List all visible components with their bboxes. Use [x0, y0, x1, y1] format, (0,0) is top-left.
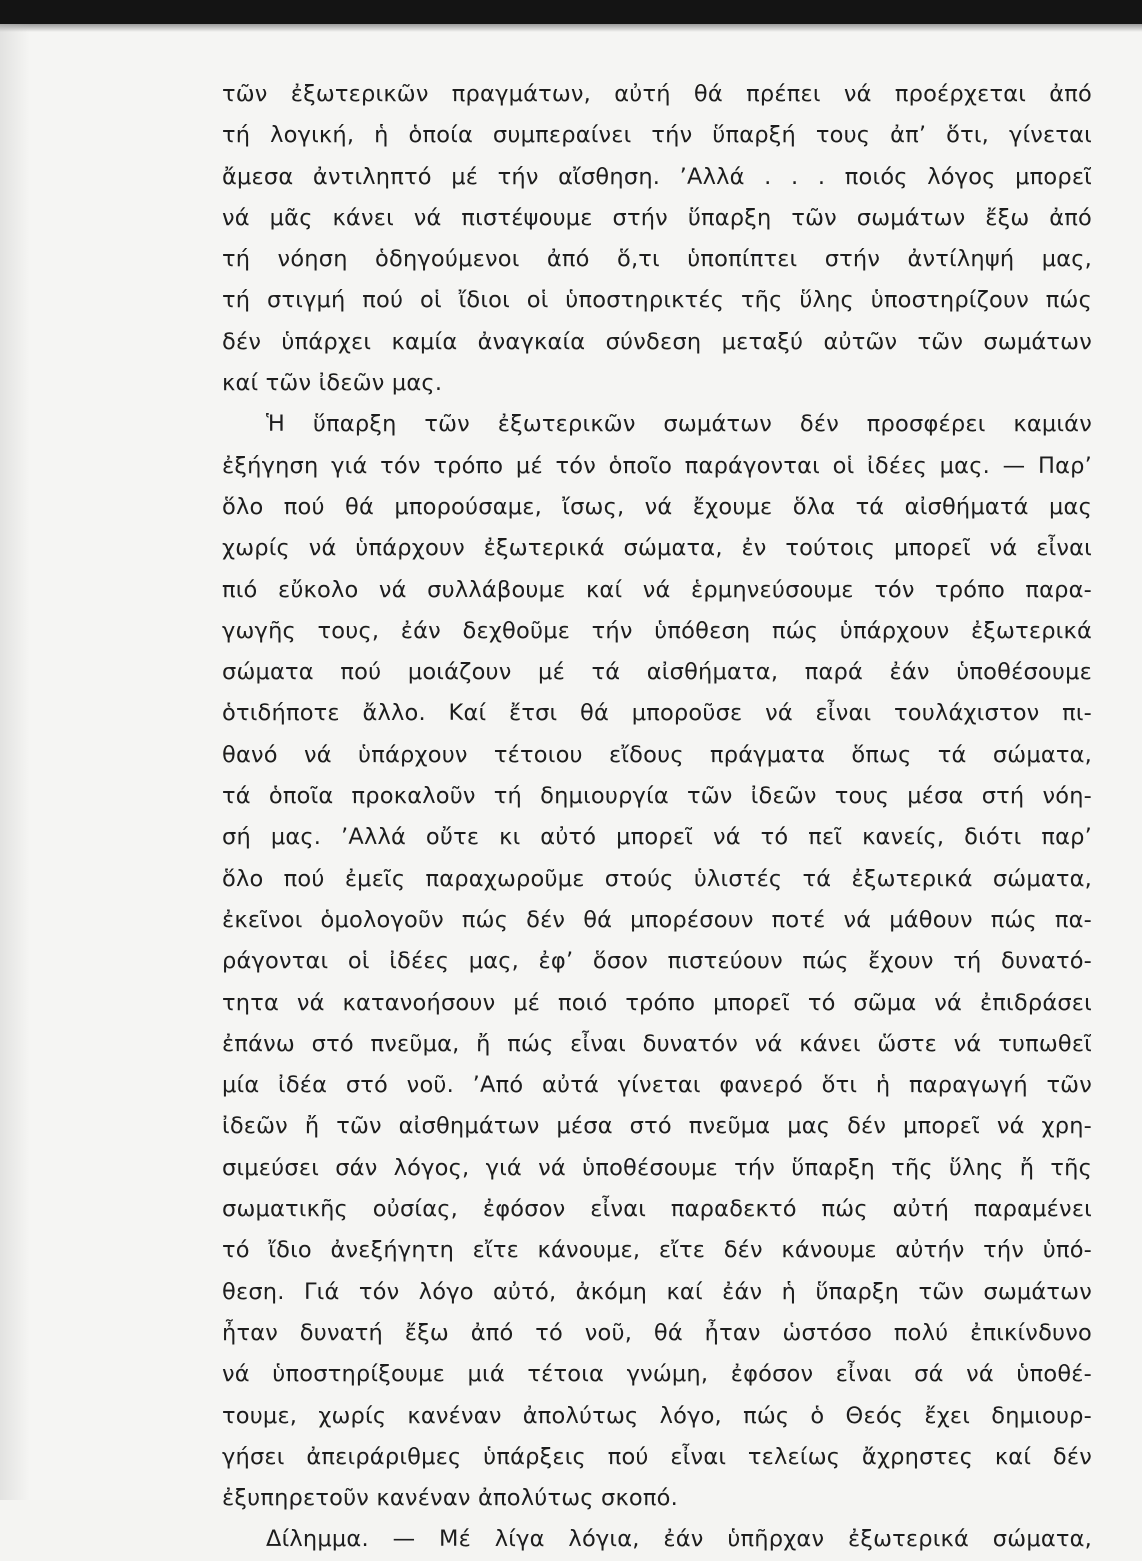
text-line: Ἡ ὕπαρξη τῶν ἐξωτερικῶν σωμάτων δέν προσφέρει καμιάν	[266, 411, 1092, 438]
text-line: ἦταν δυνατή ἔξω ἀπό τό νοῦ, θά ἦταν ὡστόσο πολύ ἐπικίνδυνο	[222, 1319, 1092, 1346]
text-line: τητα νά κατανοήσουν μέ ποιό τρόπο μπορεῖ τό σῶμα νά ἐπιδράσει	[222, 989, 1092, 1016]
text-line: ἐξυπηρετοῦν κανέναν ἀπολύτως σκοπό.	[222, 1485, 678, 1512]
text-line: καί τῶν ἰδεῶν μας.	[222, 370, 443, 397]
text-line: ἐξήγηση γιά τόν τρόπο μέ τόν ὁποῖο παράγονται οἱ ἰδέες μας. — Παρ’	[222, 452, 1092, 479]
text-line: θανό νά ὑπάρχουν τέτοιου εἴδους πράγματα ὅπως τά σώματα,	[222, 741, 1092, 768]
text-line: Δίλημμα. — Μέ λίγα λόγια, ἐάν ὑπῆρχαν ἐξωτερικά σώματα,	[266, 1526, 1092, 1553]
text-line: σωματικῆς οὐσίας, ἐφόσον εἶναι παραδεκτό πώς αὐτή παραμένει	[222, 1196, 1092, 1223]
text-line: τή λογική, ἡ ὁποία συμπεραίνει τήν ὕπαρξή τους ἀπ’ ὅτι, γίνεται	[222, 122, 1092, 149]
text-line: τῶν ἐξωτερικῶν πραγμάτων, αὐτή θά πρέπει νά προέρχεται ἀπό	[222, 81, 1092, 107]
text-line: ἄμεσα ἀντιληπτό μέ τήν αἴσθηση. ’Αλλά . . . ποιός λόγος μπορεῖ	[222, 163, 1092, 190]
text-line: νά μᾶς κάνει νά πιστέψουμε στήν ὕπαρξη τῶν σωμάτων ἔξω ἀπό	[222, 204, 1092, 231]
text-line: σή μας. ’Αλλά οὔτε κι αὐτό μπορεῖ νά τό πεῖ κανείς, διότι παρ’	[222, 824, 1092, 851]
text-line: ἰδεῶν ἤ τῶν αἰσθημάτων μέσα στό πνεῦμα μας δέν μπορεῖ νά χρη-	[222, 1113, 1092, 1140]
text-line: τό ἴδιο ἀνεξήγητη εἴτε κάνουμε, εἴτε δέν κάνουμε αὐτήν τήν ὑπό-	[222, 1237, 1092, 1264]
text-line: τουμε, χωρίς κανέναν ἀπολύτως λόγο, πώς ὁ Θεός ἔχει δημιουρ-	[222, 1402, 1092, 1429]
scan-top-edge	[0, 0, 1142, 24]
text-line: ὁτιδήποτε ἄλλο. Καί ἔτσι θά μποροῦσε νά εἶναι τουλάχιστον πι-	[222, 700, 1092, 727]
binding-shadow	[0, 24, 30, 1500]
scan-edge-shadow	[0, 24, 1142, 32]
body-text	[222, 74, 1092, 1561]
text-line: χωρίς νά ὑπάρχουν ἐξωτερικά σώματα, ἐν τούτοις μπορεῖ νά εἶναι	[222, 535, 1092, 562]
text-line: γήσει ἀπειράριθμες ὑπάρξεις πού εἶναι τελείως ἄχρηστες καί δέν	[222, 1443, 1092, 1470]
text-line: τή στιγμή πού οἱ ἴδιοι οἱ ὑποστηρικτές τῆς ὕλης ὑποστηρίζουν πώς	[222, 287, 1092, 314]
text-line: σώματα πού μοιάζουν μέ τά αἰσθήματα, παρά ἐάν ὑποθέσουμε	[222, 659, 1092, 686]
text-line: ὅλο πού θά μπορούσαμε, ἴσως, νά ἔχουμε ὅλα τά αἰσθήματά μας	[222, 493, 1092, 520]
text-line: δέν ὑπάρχει καμία ἀναγκαία σύνδεση μεταξύ αὐτῶν τῶν σωμάτων	[222, 328, 1092, 355]
text-line: θεση. Γιά τόν λόγο αὐτό, ἀκόμη καί ἐάν ἡ ὕπαρξη τῶν σωμάτων	[222, 1278, 1092, 1305]
text-line: τή νόηση ὁδηγούμενοι ἀπό ὅ,τι ὑποπίπτει στήν ἀντίληψή μας,	[222, 246, 1092, 273]
text-line: πιό εὔκολο νά συλλάβουμε καί νά ἑρμηνεύσουμε τόν τρόπο παρα-	[222, 576, 1092, 603]
text-line: τά ὁποῖα προκαλοῦν τή δημιουργία τῶν ἰδεῶν τους μέσα στή νόη-	[222, 783, 1092, 810]
text-line: γωγῆς τους, ἐάν δεχθοῦμε τήν ὑπόθεση πώς ὑπάρχουν ἐξωτερικά	[222, 617, 1092, 644]
text-line: σιμεύσει σάν λόγος, γιά νά ὑποθέσουμε τήν ὕπαρξη τῆς ὕλης ἤ τῆς	[222, 1154, 1092, 1181]
text-line: ἐκεῖνοι ὁμολογοῦν πώς δέν θά μπορέσουν ποτέ νά μάθουν πώς πα-	[222, 906, 1092, 933]
text-line: ἐπάνω στό πνεῦμα, ἤ πώς εἶναι δυνατόν νά κάνει ὥστε νά τυπωθεῖ	[222, 1030, 1092, 1057]
text-line: μία ἰδέα στό νοῦ. ’Από αὐτά γίνεται φανερό ὅτι ἡ παραγωγή τῶν	[222, 1072, 1092, 1099]
text-line: ράγονται οἱ ἰδέες μας, ἐφ’ ὅσον πιστεύουν πώς ἔχουν τή δυνατό-	[222, 948, 1092, 975]
text-line: νά ὑποστηρίξουμε μιά τέτοια γνώμη, ἐφόσον εἶναι σά νά ὑποθέ-	[222, 1361, 1092, 1388]
text-line: ὅλο πού ἐμεῖς παραχωροῦμε στούς ὑλιστές τά ἐξωτερικά σώματα,	[222, 865, 1092, 892]
